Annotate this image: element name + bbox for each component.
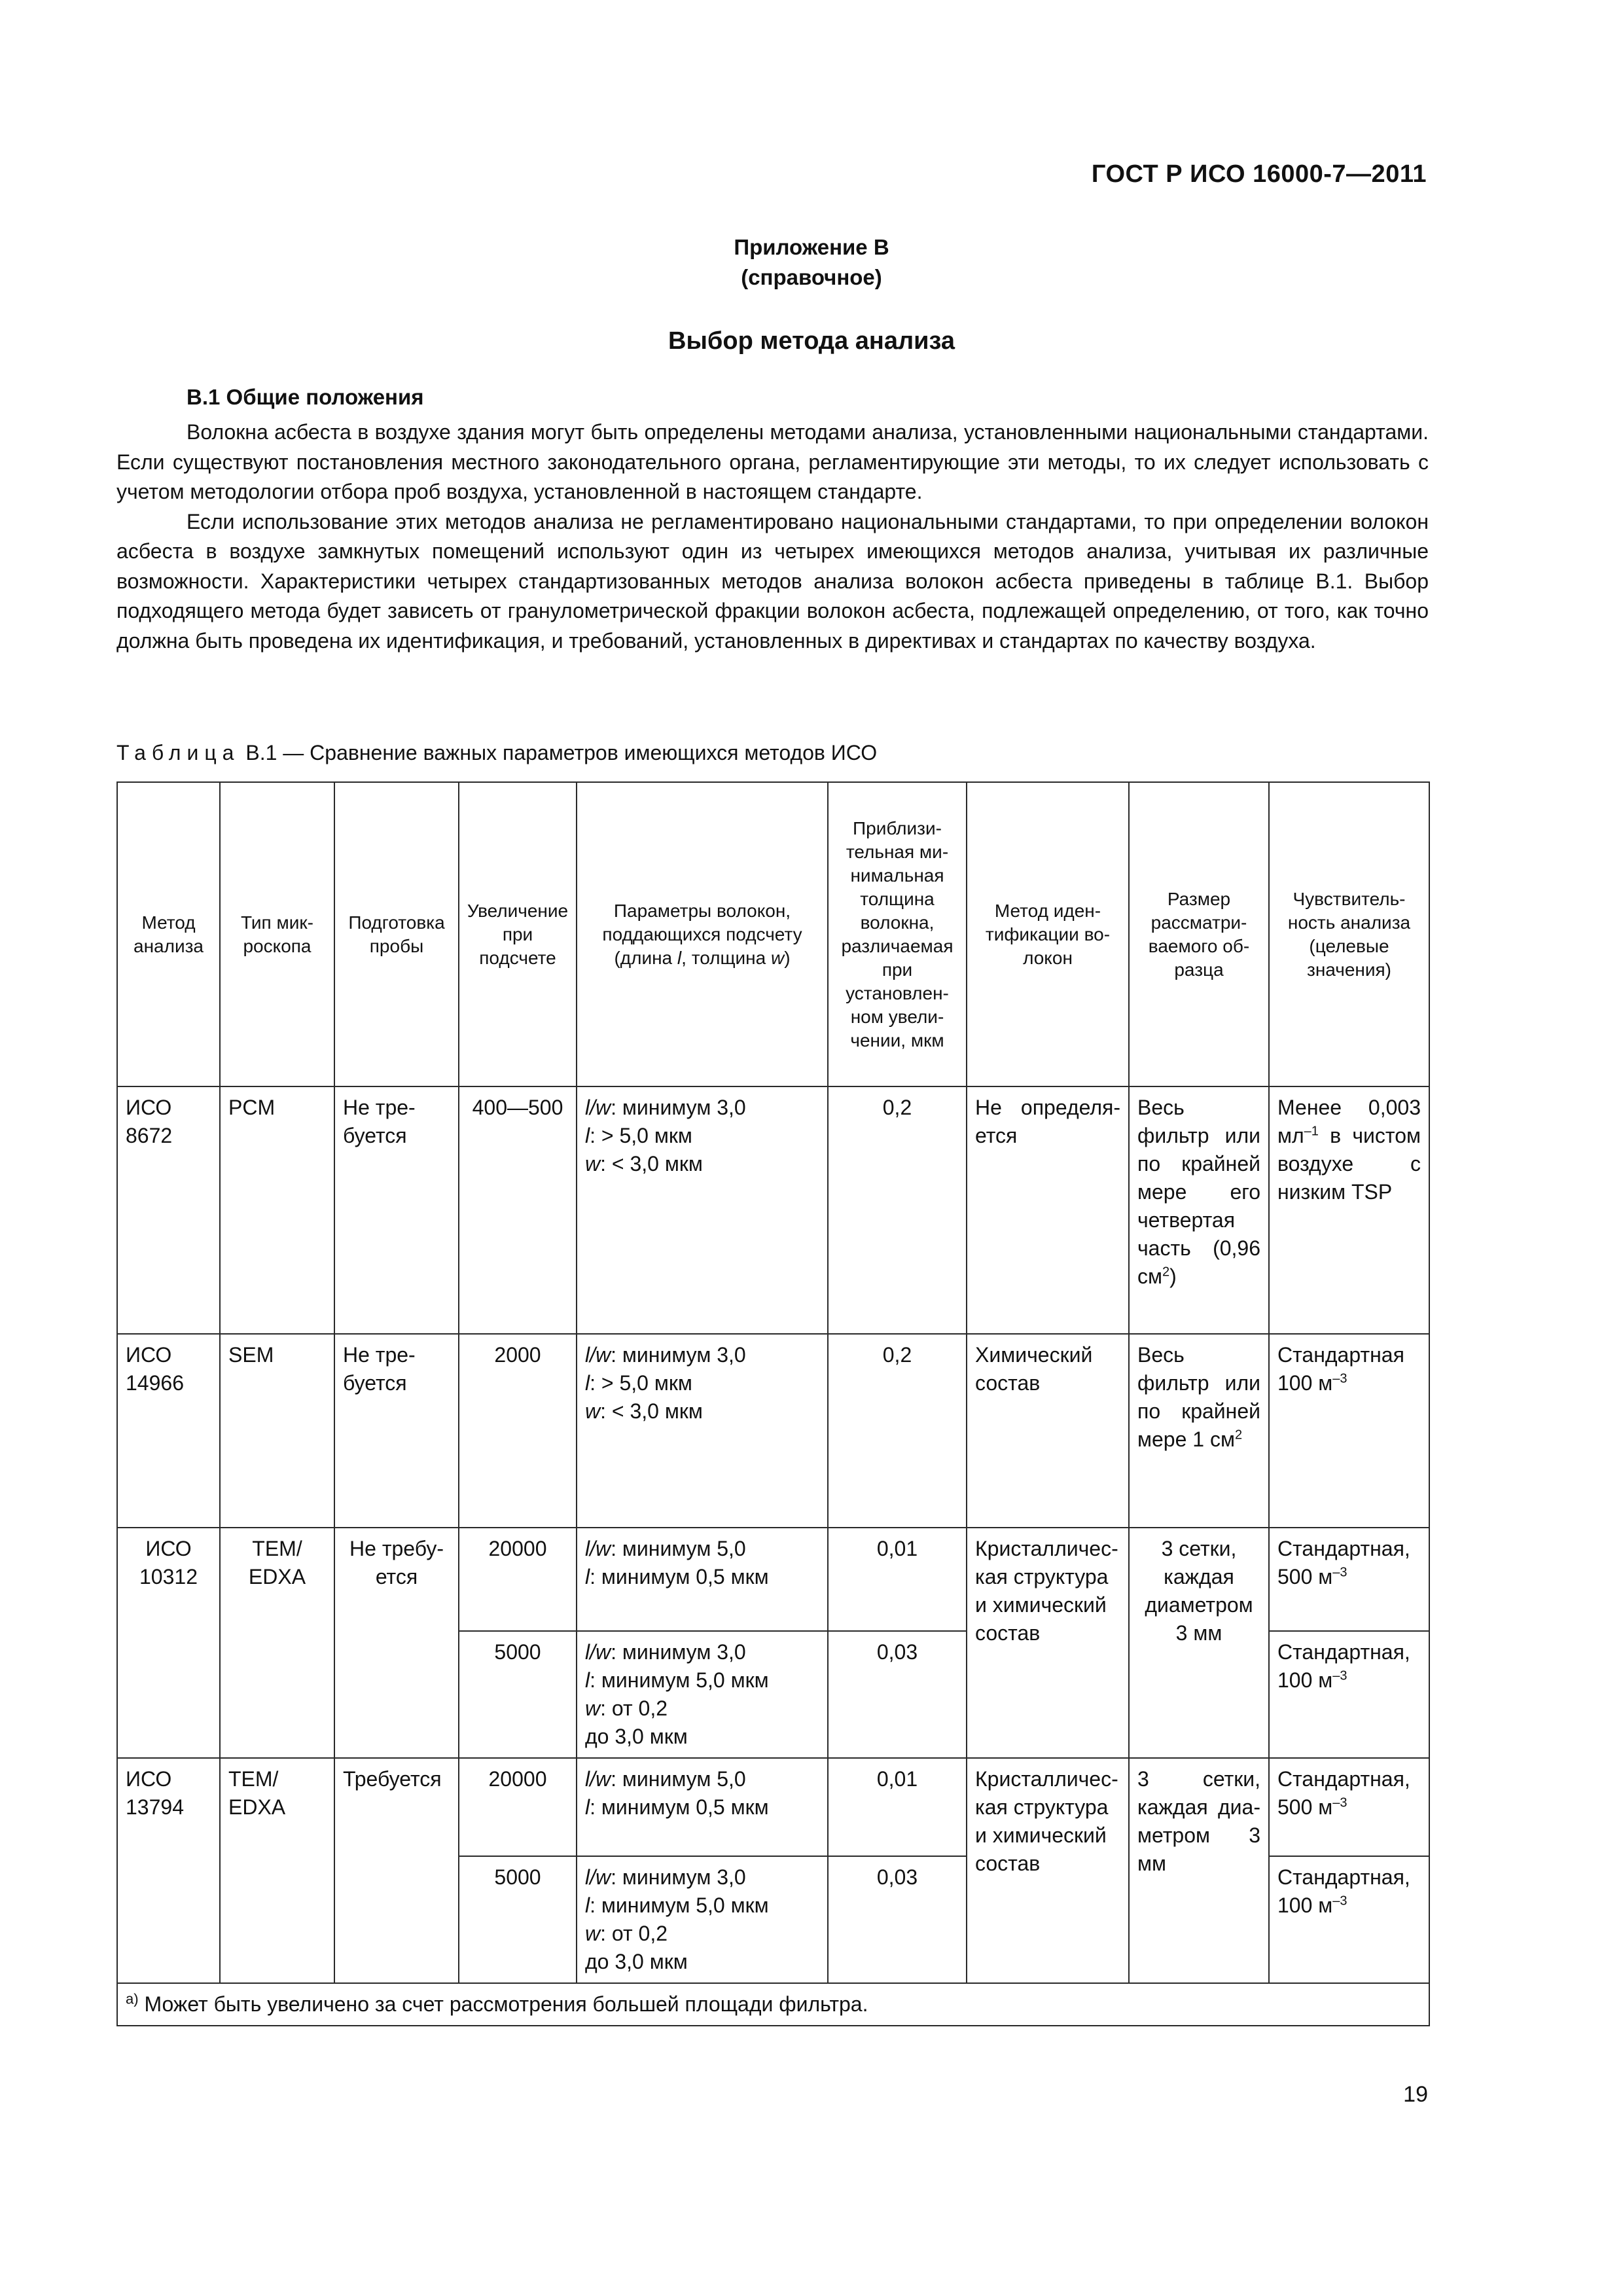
table-footnote-row (117, 1983, 1429, 2026)
table-row (117, 1086, 1429, 1334)
header-sensitivity: Чувствительность анализа (целевые значения) (1269, 782, 1429, 1086)
footnote-text: Может быть увеличено за счет рассмотрения большей площади фильтра. (144, 1992, 868, 2016)
cell-min-thickness: 0,2 (828, 1334, 967, 1528)
cell-fiber-params: l/w: минимум 5,0 l: минимум 0,5 мкм (577, 1758, 828, 1856)
table-caption-text: В.1 — Сравнение важных параметров имеющихся методов ИСО (245, 741, 878, 764)
table-row (117, 1334, 1429, 1528)
cell-method: ИСО 14966 (117, 1334, 220, 1528)
cell-min-thickness: 0,2 (828, 1086, 967, 1334)
cell-microscope: SEM (220, 1334, 334, 1528)
paragraph: Волокна асбеста в воздухе здания могут быть определены методами анализа, установленными национальными стандартами. Если существуют постановления местного законодательного органа, регламентирующие эти методы, то их следует использовать с учетом методологии отбора проб воздуха, установленной в настоящем стандарте. (116, 420, 1429, 503)
cell-sensitivity: Стандартная, 500 $м^{-3}$ (1269, 1528, 1429, 1631)
cell-identification: Кристаллическая структура и химический состав (967, 1758, 1129, 1983)
header-fiber-params: Параметры волокон, поддающихся подсчету (длина l, толщина w) (577, 782, 828, 1086)
cell-method: ИСО 8672 (117, 1086, 220, 1334)
cell-prep: Не требуется (334, 1334, 459, 1528)
cell-identification: Химический состав (967, 1334, 1129, 1528)
table-footnote (117, 1983, 1429, 2026)
cell-min-thickness: 0,01 (828, 1528, 967, 1631)
header-identification: Метод идентификации волокон (967, 782, 1129, 1086)
header-method: Метод анализа (117, 782, 220, 1086)
footnote-marker: а) (126, 1990, 139, 2007)
cell-sensitivity: Стандартная, 100 $м^{-3}$ (1269, 1856, 1429, 1983)
cell-magnification: 400—500 (459, 1086, 577, 1334)
comparison-table (116, 781, 1430, 2026)
cell-sensitivity: Стандартная, 500 $м^{-3}$ (1269, 1758, 1429, 1856)
cell-sample-size: 3 сетки, каждая диаметром 3 мм (1129, 1758, 1269, 1983)
header-prep: Подготовка пробы (334, 782, 459, 1086)
cell-method: ИСО 10312 (117, 1528, 220, 1758)
cell-fiber-params: l/w: минимум 3,0 l: минимум 5,0 мкм w: от 0,2 до 3,0 мкм (577, 1856, 828, 1983)
table-caption-label: Таблица (116, 741, 240, 764)
paragraph: Если использование этих методов анализа не регламентировано национальными стандартами, то при определении волокон асбеста в воздухе замкнутых помещений используют один из четырех имеющихся методов анализа, учитывая их различные возможности. Характеристики четырех стандартизованных методов анализа волокон асбеста приведены в таблице В.1. Выбор подходящего метода будет зависеть от гранулометрической фракции волокон асбеста, подлежащей определению, от того, как точно должна быть проведена их идентификация, и требований, установленных в директивах и стандартах по качеству воздуха. (116, 509, 1429, 653)
table-caption (116, 741, 877, 765)
section-heading: В.1 Общие положения (187, 385, 424, 409)
cell-sensitivity: Стандартная, 100 $м^{-3}$ (1269, 1631, 1429, 1758)
cell-fiber-params: l/w: минимум 3,0 l: > 5,0 мкм w: < 3,0 мкм (577, 1334, 828, 1528)
header-sample-size: Размер рассматриваемого образца (1129, 782, 1269, 1086)
cell-prep: Не требуется (334, 1086, 459, 1334)
cell-magnification: 5000 (459, 1631, 577, 1758)
cell-sample-size: Весь фильтр или по крайней мере его четвертая часть (0,96 $см^2$) (1129, 1086, 1269, 1334)
section-body (116, 418, 1429, 656)
cell-fiber-params: l/w: минимум 3,0 l: > 5,0 мкм w: < 3,0 мкм (577, 1086, 828, 1334)
cell-microscope: PCM (220, 1086, 334, 1334)
cell-identification: Не определяется (967, 1086, 1129, 1334)
cell-min-thickness: 0,01 (828, 1758, 967, 1856)
cell-identification: Кристаллическая структура и химический состав (967, 1528, 1129, 1758)
appendix-type: (справочное) (741, 265, 882, 289)
cell-fiber-params: l/w: минимум 5,0 l: минимум 0,5 мкм (577, 1528, 828, 1631)
cell-microscope: TEM/ EDXA (220, 1528, 334, 1758)
appendix-title: Приложение В (734, 235, 889, 259)
header-min-thickness: Приблизительная минимальная толщина волокна, различаемая при установленном увеличении, мкм (828, 782, 967, 1086)
cell-magnification: 20000 (459, 1758, 577, 1856)
table-row (117, 1758, 1429, 1856)
table-row (117, 1528, 1429, 1631)
cell-prep: Требуется (334, 1758, 459, 1983)
cell-method: ИСО 13794 (117, 1758, 220, 1983)
cell-prep: Не требуется (334, 1528, 459, 1758)
header-magnification: Увеличение при подсчете (459, 782, 577, 1086)
page-number: 19 (1403, 2082, 1428, 2107)
header-microscope: Тип микроскопа (220, 782, 334, 1086)
cell-microscope: TEM/ EDXA (220, 1758, 334, 1983)
cell-sample-size: 3 сетки, каждая диаметром 3 мм (1129, 1528, 1269, 1758)
cell-min-thickness: 0,03 (828, 1631, 967, 1758)
cell-magnification: 5000 (459, 1856, 577, 1983)
cell-magnification: 2000 (459, 1334, 577, 1528)
cell-magnification: 20000 (459, 1528, 577, 1631)
cell-fiber-params: l/w: минимум 3,0 l: минимум 5,0 мкм w: от 0,2 до 3,0 мкм (577, 1631, 828, 1758)
appendix-heading (0, 232, 1623, 293)
cell-sensitivity: Стандартная 100 $м^{-3}$ (1269, 1334, 1429, 1528)
cell-min-thickness: 0,03 (828, 1856, 967, 1983)
cell-sensitivity: Менее 0,003 $мл^{-1}$ в чистом воздухе с низким TSP (1269, 1086, 1429, 1334)
table-header-row (117, 782, 1429, 1086)
document-title: Выбор метода анализа (668, 327, 955, 355)
standard-code: ГОСТ Р ИСО 16000-7—2011 (1091, 160, 1427, 188)
cell-sample-size: Весь фильтр или по крайней мере 1 $см^2$ (1129, 1334, 1269, 1528)
